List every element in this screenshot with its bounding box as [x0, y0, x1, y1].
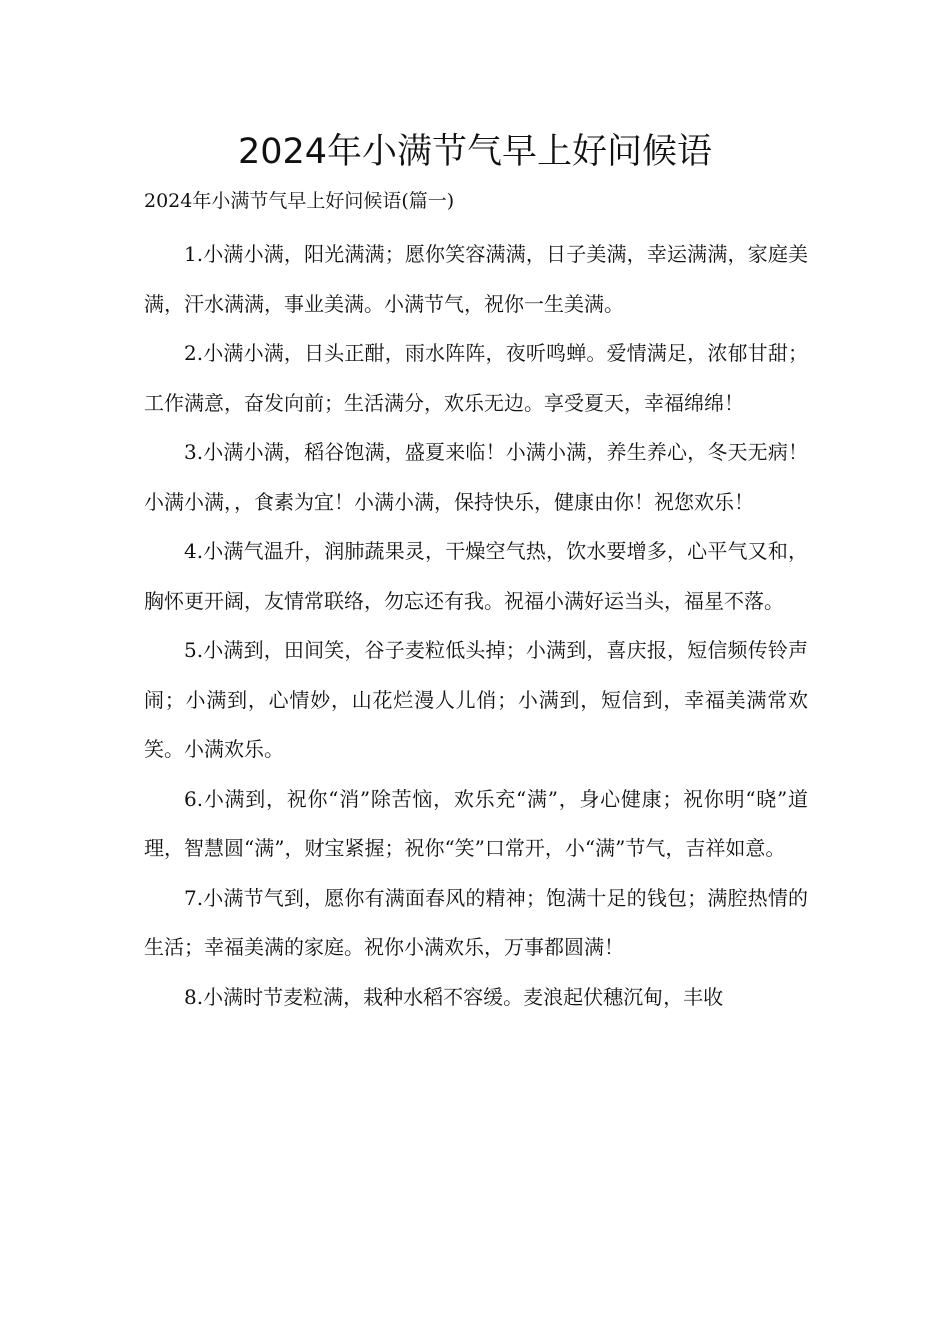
document-subtitle: 2024年小满节气早上好问候语(篇一)	[144, 190, 455, 212]
paragraph-4: 4.小满气温升，润肺蔬果灵，干燥空气热，饮水要增多，心平气又和，胸怀更开阔，友情常联络，勿忘还有我。祝福小满好运当头，福星不落。	[144, 539, 808, 613]
paragraph-7: 7.小满节气到，愿你有满面春风的精神；饱满十足的钱包；满腔热情的生活；幸福美满的家庭。祝你小满欢乐，万事都圆满！	[144, 885, 808, 959]
paragraph-8: 8.小满时节麦粒满，栽种水稻不容缓。麦浪起伏穗沉甸，丰收	[184, 984, 724, 1009]
paragraph-1: 1.小满小满，阳光满满；愿你笑容满满，日子美满，幸运满满，家庭美满，汗水满满，事业美满。小满节气，祝你一生美满。	[144, 242, 808, 316]
paragraph-5: 5.小满到，田间笑，谷子麦粒低头掉；小满到，喜庆报，短信频传铃声闹；小满到，心情妙，山花烂漫人儿俏；小满到，短信到，幸福美满常欢笑。小满欢乐。	[144, 638, 808, 761]
document-title: 2024年小满节气早上好问候语	[237, 132, 713, 172]
document-body	[144, 230, 808, 1022]
paragraph-3: 3.小满小满，稻谷饱满，盛夏来临！小满小满，养生养心，冬天无病！小满小满，，食素为宜！小满小满，保持快乐，健康由你！祝您欢乐！	[144, 440, 808, 514]
paragraph-2: 2.小满小满，日头正酣，雨水阵阵，夜听鸣蝉。爱情满足，浓郁甘甜；工作满意，奋发向前；生活满分，欢乐无边。享受夏天，幸福绵绵！	[144, 341, 808, 415]
paragraph-6: 6.小满到，祝你“消”除苦恼，欢乐充“满”，身心健康；祝你明“晓”道理，智慧圆“满”，财宝紧握；祝你“笑”口常开，小“满”节气，吉祥如意。	[144, 786, 808, 860]
